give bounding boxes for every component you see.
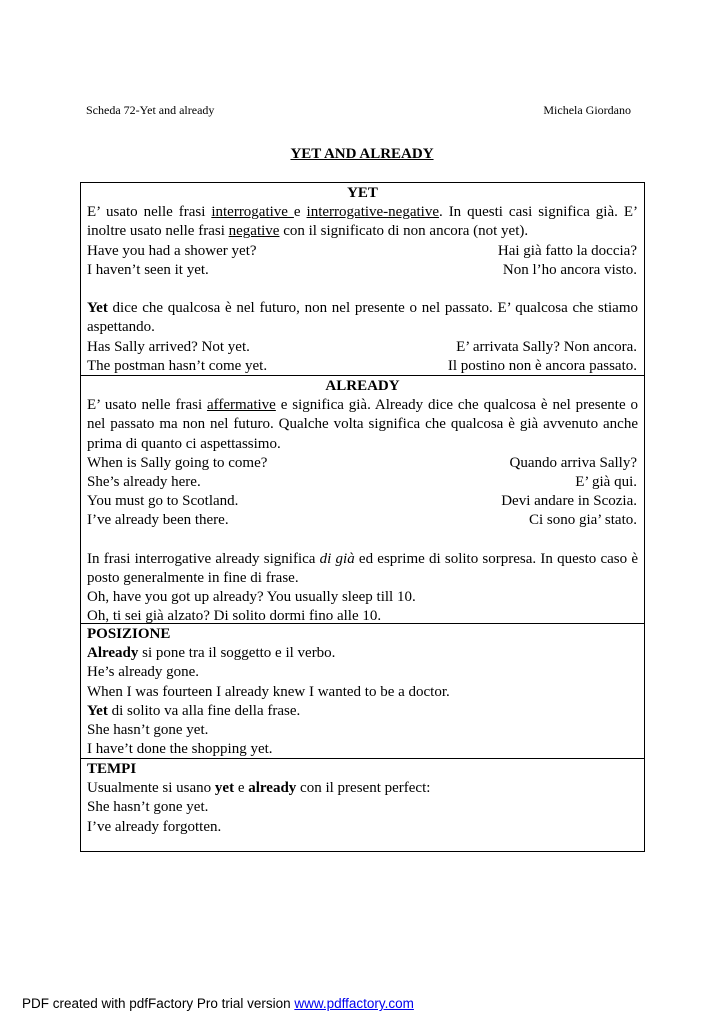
already-paragraph-2: In frasi interrogative already significa di già ed esprime di solito sorpresa. In questo caso è posto generalmente in fine di frase. [87,550,638,587]
section-yet [81,183,644,376]
yet-paragraph-1: E’ usato nelle frasi interrogative e interrogative-negative. In questi casi significa già. E’ inoltre usato nelle frasi negative con il significato di non ancora (not yet). [87,204,638,240]
example-row: I haven’t seen it yet. Non l’ho ancora visto. [87,261,637,278]
document-title: YET AND ALREADY [290,146,434,162]
posizione-line: He’s already gone. [87,664,200,681]
pdffactory-link[interactable]: www.pdffactory.com [294,996,414,1011]
posizione-line: I have’t done the shopping yet. [87,741,273,758]
yet-paragraph-2: Yet dice che qualcosa è nel futuro, non nel presente o nel passato. E’ qualcosa che stiamo aspettando. [87,300,638,336]
section-tempi [81,759,644,837]
example-row: The postman hasn’t come yet. Il postino non è ancora passato. [87,357,637,374]
example-row: I’ve already been there. Ci sono gia’ stato. [87,512,637,529]
section-already [81,376,644,624]
posizione-line: She hasn’t gone yet. [87,722,209,739]
section-posizione [81,624,644,759]
example-row: She’s already here. E’ già qui. [87,474,637,491]
example-row: Have you had a shower yet? Hai già fatto la doccia? [87,242,637,259]
example-row: You must go to Scotland. Devi andare in Scozia. [87,493,637,510]
already-paragraph-1: E’ usato nelle frasi affermative e significa già. Already dice che qualcosa è nel presente o nel passato ma non nel futuro. Qualche volta significa che qualcosa è già avvenuto anche prima di quanto ci aspettassimo. [87,397,638,452]
header-left: Scheda 72-Yet and already [86,103,215,117]
section-yet-heading: YET [347,185,378,201]
posizione-line: Yet di solito va alla fine della frase. [87,702,301,719]
tempi-line: She hasn’t gone yet. [87,799,209,816]
footer-text: PDF created with pdfFactory Pro trial version [22,996,295,1011]
already-question-it: Oh, ti sei già alzato? Di solito dormi fino alle 10. [87,608,382,625]
section-tempi-heading: TEMPI [87,761,137,777]
already-question-en: Oh, have you got up already? You usually sleep till 10. [87,589,416,606]
content-table [80,182,645,852]
posizione-line: When I was fourteen I already knew I wanted to be a doctor. [87,683,450,700]
section-posizione-heading: POSIZIONE [87,626,171,642]
header-right: Michela Giordano [543,103,631,117]
example-row: Has Sally arrived? Not yet. E’ arrivata Sally? Non ancora. [87,338,637,355]
posizione-line: Already si pone tra il soggetto e il verbo. [87,645,336,662]
section-already-heading: ALREADY [325,378,400,394]
example-row: When is Sally going to come? Quando arriva Sally? [87,454,637,471]
pdf-footer [22,996,414,1011]
tempi-line: I’ve already forgotten. [87,818,222,835]
tempi-line: Usualmente si usano yet e already con il present perfect: [87,780,431,797]
